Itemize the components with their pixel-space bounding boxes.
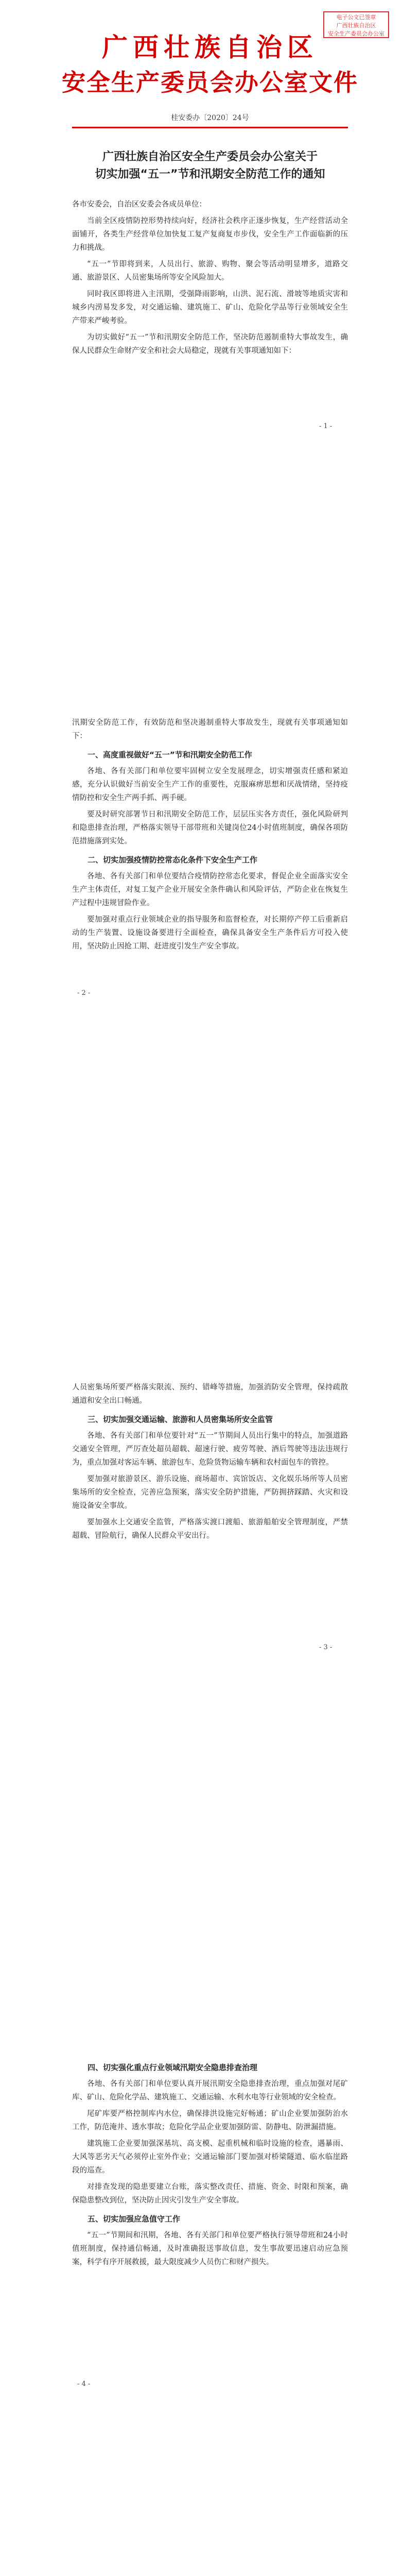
- document-type-heading: 安全生产委员会办公室文件: [62, 69, 358, 96]
- paragraph: 要及时研究部署节日和汛期安全防范工作，层层压实各方责任，强化风险研判和隐患排查治理，严格落实领导干部带班和关键岗位24小时值班制度，确保各项防范措施落到实处。: [72, 810, 348, 845]
- paragraph: 各地、各有关部门和单位要结合疫情防控常态化要求，督促企业全面落实安全生产主体责任，对复工复产企业开展安全条件确认和风险评估，严防企业在恢复生产过程中违规冒险作业。: [72, 872, 348, 907]
- title-line: 切实加强“五一”节和汛期安全防范工作的通知: [95, 168, 325, 181]
- page-3-body: [72, 1381, 348, 1546]
- paragraph: 各地、各有关部门和单位要认真开展汛期安全隐患排查治理，重点加强对尾矿库、矿山、危险化学品、建筑施工、交通运输、水利水电等行业领域的安全检查。: [72, 2080, 348, 2102]
- paragraph: 各地、各有关部门和单位要牢固树立安全发展理念，切实增强责任感和紧迫感，充分认识做好当前安全生产工作的重要性，克服麻痹思想和厌战情绪，坚持疫情防控和安全生产两手抓、两手硬。: [72, 767, 348, 802]
- section-heading-5: 五、切实加强应急值守工作: [87, 2214, 181, 2224]
- paragraph: 建筑施工企业要加强深基坑、高支模、起重机械和临时设施的检查，遇暴雨、大风等恶劣天气必须停止室外作业；交通运输部门要加强对桥梁隧道、临水临崖路段的巡查。: [72, 2140, 348, 2175]
- red-separator-line: [72, 127, 348, 128]
- document-title: [77, 148, 343, 183]
- paragraph: 各地、各有关部门和单位要针对“五一”节期间人员出行集中的特点，加强道路交通安全管理，严厉查处超员超载、超速行驶、疲劳驾驶、酒后驾驶等违法违规行为，重点加强对客运车辆、旅游包车、危险货物运输车辆和农村面包车的管控。: [72, 1432, 348, 1467]
- page-1-body: [72, 198, 348, 361]
- page-number: - 1 -: [319, 422, 332, 430]
- page-number: - 4 -: [77, 2380, 91, 2388]
- paragraph: “五一”节期间和汛期，各地、各有关部门和单位要严格执行领导带班和24小时值班制度，保持通信畅通，及时准确报送事故信息，发生事故要迅速启动应急预案，科学有序开展救援，最大限度减少人员伤亡和财产损失。: [72, 2231, 348, 2266]
- paragraph: 人员密集场所要严格落实限流、预约、错峰等措施，加强消防安全管理，保持疏散通道和安全出口畅通。: [72, 1383, 348, 1405]
- title-line: 广西壮族自治区安全生产委员会办公室关于: [102, 150, 318, 163]
- paragraph: 当前全区疫情防控形势持续向好，经济社会秩序正逐步恢复，生产经营活动全面铺开，各类生产经营单位加快复工复产复商复市步伐，安全生产工作面临新的压力和挑战。: [72, 217, 348, 252]
- paragraph: 要加强对旅游景区、游乐设施、商场超市、宾馆饭店、文化娱乐场所等人员密集场所的安全检查，完善应急预案，落实安全防护措施，严防拥挤踩踏、火灾和设施设备安全事故。: [72, 1475, 348, 1510]
- page-2: [0, 629, 420, 1314]
- page-number: - 2 -: [77, 989, 91, 997]
- page-4-body: [72, 2056, 348, 2272]
- section-heading-3: 三、切实加强交通运输、旅游和人员密集场所安全监管: [87, 1415, 273, 1424]
- document-number: 桂安委办〔2020〕24号: [171, 114, 249, 122]
- paragraph: 要加强对重点行业领域企业的指导服务和监督检查，对长期停产停工后重新启动的生产装置、设施设备要进行全面检查，确保具备安全生产条件后方可投入使用，坚决防止因抢工期、赶进度引发生产安全事故。: [72, 916, 348, 951]
- paragraph: 尾矿库要严格控制库内水位，确保排洪设施完好畅通；矿山企业要加强防治水工作，防范淹井、透水事故；危险化学品企业要加强防雷、防静电、防泄漏措施。: [72, 2110, 348, 2131]
- page-4: [0, 1999, 420, 2576]
- paragraph: 为切实做好“五一”节和汛期安全防范工作，坚决防范遏制重特大事故发生，确保人民群众生命财产安全和社会大局稳定，现就有关事项通知如下：: [72, 333, 348, 355]
- section-heading-2: 二、切实加强疫情防控常态化条件下安全生产工作: [87, 855, 258, 865]
- section-heading-4: 四、切实强化重点行业领域汛期安全隐患排查治理: [87, 2063, 258, 2072]
- paragraph: 对排查发现的隐患要建立台账，落实整改责任、措施、资金、时限和预案，确保隐患整改到位，坚决防止因灾引发生产安全事故。: [72, 2183, 348, 2205]
- page-2-body: [72, 716, 348, 956]
- stamp-line: 电子公文已签章: [336, 14, 376, 21]
- paragraph: 汛期安全防范工作，有效防范和坚决遏制重特大事故发生，现就有关事项通知如下：: [72, 719, 348, 740]
- page-number: - 3 -: [319, 1643, 332, 1651]
- page-1: [0, 0, 420, 629]
- paragraph: “五一”节即将到来，人员出行、旅游、购物、聚会等活动明显增多，道路交通、旅游景区、人员密集场所等安全风险加大。: [72, 260, 348, 282]
- addressee: 各市安委会，自治区安委会各成员单位：: [72, 200, 206, 209]
- paragraph: 要加强水上交通安全监管，严格落实渡口渡船、旅游船舶安全管理制度，严禁超载、冒险航行，确保人民群众平安出行。: [72, 1518, 348, 1540]
- section-heading-1: 一、高度重视做好“五一”节和汛期安全防范工作: [87, 750, 252, 759]
- stamp-line: 安全生产委员会办公室: [328, 30, 384, 37]
- stamp-line: 广西壮族自治区: [336, 22, 376, 29]
- paragraph: 同时我区即将进入主汛期，受强降雨影响，山洪、泥石流、滑坡等地质灾害和城乡内涝易发多发，对交通运输、建筑施工、矿山、危险化学品等行业领域安全生产带来严峻考验。: [72, 290, 348, 325]
- page-3: [0, 1314, 420, 1999]
- issuing-organization: 广西壮族自治区: [102, 32, 318, 62]
